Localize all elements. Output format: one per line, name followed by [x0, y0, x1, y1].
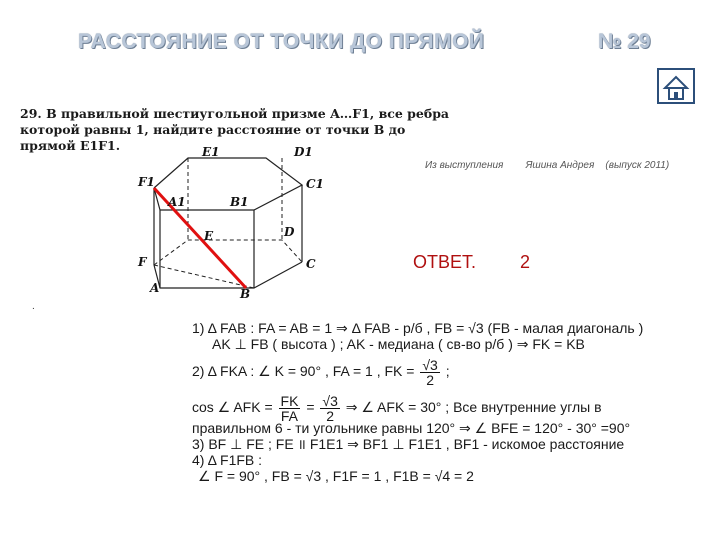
answer-label: ОТВЕТ.	[413, 252, 477, 272]
solution-line-6: 3) BF ⊥ FE ; FE ॥ F1E1 ⇒ BF1 ⊥ F1E1 , BF1 - искомое расстояние	[192, 436, 625, 452]
bullet-dot: .	[32, 301, 35, 312]
hexagonal-prism-figure	[130, 140, 330, 310]
solution-line-4: cos ∠ AFK = $\frac{FK}{FA}$ = $\frac{√3}{2}$ ⇒ ∠ AFK = 30° ; Все внутренние углы в	[192, 393, 602, 424]
label-E1: E1	[202, 145, 220, 159]
solution-block	[192, 320, 712, 484]
home-icon[interactable]	[657, 68, 695, 104]
label-F1: F1	[138, 175, 155, 189]
solution-line-7: 4) Δ F1FB :	[192, 452, 263, 468]
bottom-face-hidden	[154, 240, 302, 265]
label-B: B	[240, 287, 251, 301]
solution-line-5: правильном 6 - ти угольнике равны 120° ⇒ ∠ BFE = 120° - 30° =90°	[192, 420, 631, 436]
answer-value: 2	[520, 252, 531, 272]
fraction-fk-fa: $\frac{FK}{FA}$	[280, 393, 299, 424]
label-F: F	[138, 255, 147, 269]
label-E: E	[204, 229, 214, 243]
solution-line-1: 1) Δ FAB : FA = AB = 1 ⇒ Δ FAB - р/б , FB = √3 (FB - малая диагональ )	[192, 320, 644, 336]
diagonal-FB	[154, 265, 254, 288]
label-B1: B1	[230, 195, 249, 209]
problem-number: № 29	[598, 30, 651, 53]
slide-title: РАССТОЯНИЕ ОТ ТОЧКИ ДО ПРЯМОЙ	[78, 30, 485, 53]
source-note: Из выступления Яшина Андрея (выпуск 2011)	[425, 160, 670, 171]
solution-line-3: 2) Δ FKA : ∠ K = 90° , FA = 1 , FK = $\frac{√3}{2}$ ;	[192, 357, 450, 388]
solution-line-8: ∠ F = 90° , FB = √3 , F1F = 1 , F1B = √4 = 2	[198, 468, 474, 484]
label-C: C	[306, 257, 316, 271]
bottom-face-visible	[154, 262, 302, 288]
label-C1: C1	[306, 177, 324, 191]
problem-statement: 29. В правильной шестиугольной призме A…F1, все ребра которой равны 1, найдите расстояние от точки B до прямой E1F1.	[20, 106, 450, 153]
label-A: A	[150, 281, 160, 295]
solution-line-2: AK ⊥ FB ( высота ) ; AK - медиана ( св-во р/б ) ⇒ FK = KB	[212, 336, 585, 352]
label-A1: A1	[168, 195, 186, 209]
label-D1: D1	[294, 145, 313, 159]
fraction-sqrt3-over-2: $\frac{√3}{2}$	[422, 357, 438, 388]
fraction-sqrt3-over-2-b: $\frac{√3}{2}$	[322, 393, 338, 424]
label-D: D	[284, 225, 295, 239]
